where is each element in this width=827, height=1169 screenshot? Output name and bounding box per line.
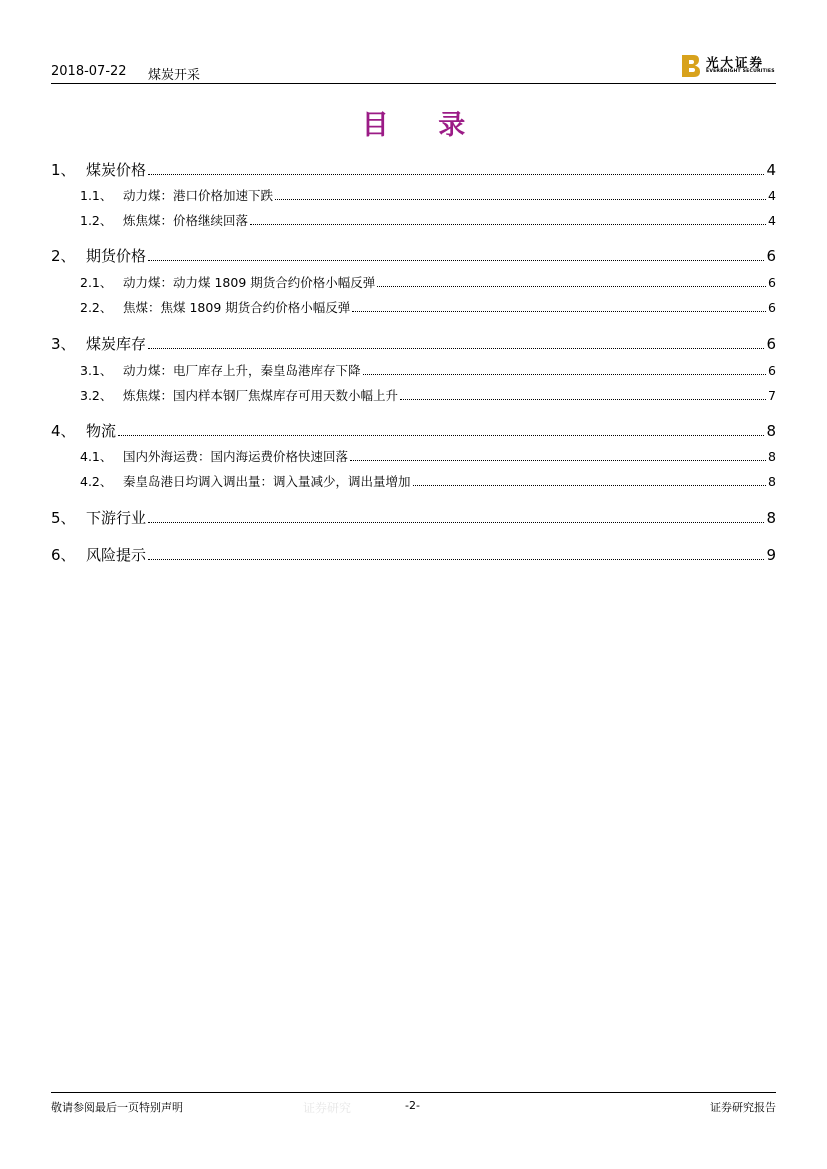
toc-entry-page: 6 (766, 335, 776, 353)
toc-entry-number: 3.2、 (80, 388, 113, 403)
toc-entry-page: 6 (768, 300, 776, 315)
toc-entry-page: 8 (768, 474, 776, 489)
toc-entry-number: 2.2、 (80, 300, 113, 315)
toc-entry-page: 6 (766, 247, 776, 265)
dot-leader (148, 174, 764, 175)
page-header (51, 52, 776, 84)
toc-subsection[interactable] (51, 386, 776, 404)
toc-section[interactable] (51, 507, 776, 527)
toc-section[interactable] (51, 420, 776, 440)
toc-section[interactable] (51, 544, 776, 564)
toc-entry-title: 炼焦煤：国内样本钢厂焦煤库存可用天数小幅上升 (123, 388, 399, 403)
report-date: 2018-07-22 (51, 64, 127, 79)
toc-entry-page: 8 (766, 509, 776, 527)
toc-entry-page: 7 (768, 388, 776, 403)
dot-leader (148, 559, 764, 560)
toc-entry-page: 9 (766, 546, 776, 564)
toc-entry-number: 4、 (51, 422, 76, 440)
toc-entry-number: 3.1、 (80, 363, 113, 378)
dot-leader (377, 286, 766, 287)
toc-entry-title: 动力煤：电厂库存上升，秦皇岛港库存下降 (123, 363, 361, 378)
toc-entry-title: 焦煤：焦煤 1809 期货合约价格小幅反弹 (123, 300, 351, 315)
toc-entry-page: 6 (768, 275, 776, 290)
company-logo (682, 52, 776, 78)
toc-entry-number: 4.2、 (80, 474, 113, 489)
toc-entry-title: 煤炭库存 (86, 335, 147, 353)
dot-leader (400, 399, 766, 400)
page-footer (51, 1092, 776, 1119)
toc-entry-page: 6 (768, 363, 776, 378)
toc-subsection[interactable] (51, 211, 776, 229)
toc-subsection[interactable] (51, 361, 776, 379)
page-number: -2- (405, 1099, 420, 1112)
toc-section[interactable] (51, 159, 776, 179)
dot-leader (148, 522, 764, 523)
dot-leader (413, 485, 766, 486)
toc-section[interactable] (51, 245, 776, 265)
toc-entry-page: 4 (766, 161, 776, 179)
toc-entry-title: 动力煤：动力煤 1809 期货合约价格小幅反弹 (123, 275, 376, 290)
toc-title: 目 录 (361, 110, 486, 141)
toc-entry-title: 国内外海运费：国内海运费价格快速回落 (123, 449, 349, 464)
dot-leader (118, 435, 764, 436)
toc-entry-number: 2.1、 (80, 275, 113, 290)
toc-entry-page: 4 (768, 213, 776, 228)
toc-entry-number: 6、 (51, 546, 76, 564)
toc-entry-page: 8 (768, 449, 776, 464)
logo-mark-icon (682, 55, 700, 77)
toc-subsection[interactable] (51, 273, 776, 291)
toc-entry-title: 动力煤：港口价格加速下跌 (123, 188, 274, 203)
toc-subsection[interactable] (51, 186, 776, 204)
toc-entry-number: 4.1、 (80, 449, 113, 464)
document-type: 证券研究报告 (710, 1101, 776, 1114)
dot-leader (250, 224, 766, 225)
toc-subsection[interactable] (51, 447, 776, 465)
dot-leader (275, 199, 766, 200)
toc-entry-number: 1.2、 (80, 213, 113, 228)
dot-leader (350, 460, 766, 461)
toc-subsection[interactable] (51, 298, 776, 316)
dot-leader (148, 348, 764, 349)
toc-subsection[interactable] (51, 472, 776, 490)
toc-entry-page: 8 (766, 422, 776, 440)
toc-entry-page: 4 (768, 188, 776, 203)
toc-entry-title: 炼焦煤：价格继续回落 (123, 213, 249, 228)
toc-entry-number: 5、 (51, 509, 76, 527)
logo-english-name: EVERBRIGHT SECURITIES (706, 69, 775, 74)
toc-entry-number: 1.1、 (80, 188, 113, 203)
toc-section[interactable] (51, 333, 776, 353)
dot-leader (352, 311, 766, 312)
toc-entry-title: 秦皇岛港日均调入调出量：调入量减少，调出量增加 (123, 474, 411, 489)
toc-entry-title: 物流 (86, 422, 117, 440)
dot-leader (148, 260, 764, 261)
toc-entry-number: 1、 (51, 161, 76, 179)
toc-entry-number: 2、 (51, 247, 76, 265)
toc-entry-title: 煤炭价格 (86, 161, 147, 179)
report-sector: 煤炭开采 (148, 68, 201, 83)
toc-entry-number: 3、 (51, 335, 76, 353)
dot-leader (363, 374, 766, 375)
toc-entry-title: 期货价格 (86, 247, 147, 265)
disclaimer-note: 敬请参阅最后一页特别声明 (51, 1101, 183, 1114)
toc-entry-title: 风险提示 (86, 546, 147, 564)
toc-entry-title: 下游行业 (86, 509, 147, 527)
logo-chinese-name: 光大证券 (706, 55, 765, 70)
footer-watermark: 证券研究 (303, 1101, 352, 1115)
